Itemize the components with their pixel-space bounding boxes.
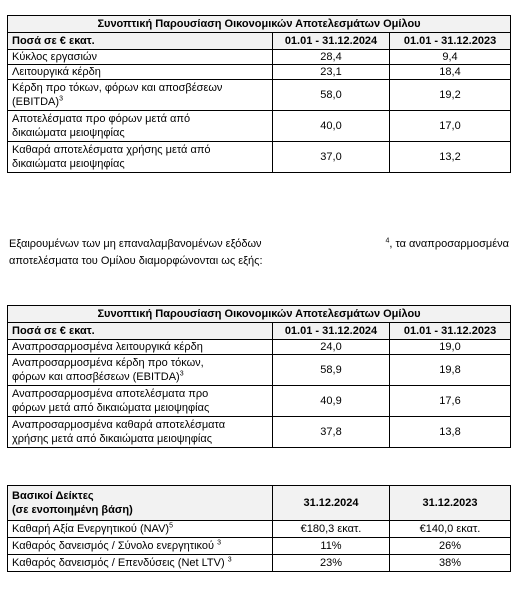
value-2024: 58,0 [273,80,390,111]
row-label [8,142,273,173]
row-label-line1: Κέρδη προ τόκων, φόρων και αποσβέσεων [12,82,223,94]
value-2023: 26% [390,538,511,555]
footnote-ref: 4 [385,237,390,245]
table-row [8,142,511,173]
row-label-line2: χρήσης μετά από δικαιώματα μειοψηφίας [12,433,213,445]
table-row [8,50,511,65]
row-label-line2: φόρων μετά από δικαιώματα μειοψηφίας [12,402,210,414]
footnote-ref: 5 [169,522,173,530]
value-2023: 13,2 [390,142,511,173]
value-2024: 11% [273,538,390,555]
value-2023: 19,2 [390,80,511,111]
value-2023: 9,4 [390,50,511,65]
row-label-line1: Αναπροσαρμοσμένα καθαρά αποτελέσματα [12,419,226,431]
row-label-line2: δικαιώματα μειοψηφίας [12,127,125,139]
intro-paragraph [9,236,509,270]
value-2023: 38% [390,555,511,572]
paragraph-line1-part-b: , τα αναπροσαρμοσμένα [389,238,509,250]
column-header-label: Ποσά σε € εκατ. [8,323,273,340]
table-row [8,340,511,355]
row-label [8,386,273,417]
paragraph-line1 [9,236,509,253]
row-label: Αναπροσαρμοσμένα λειτουργικά κέρδη [8,340,273,355]
row-label-line1: Αποτελέσματα προ φόρων μετά από [12,113,191,125]
key-indicators-table [7,485,511,572]
column-header-2024: 31.12.2024 [273,486,390,521]
table-row [8,538,511,555]
table-title: Συνοπτική Παρουσίαση Οικονομικών Αποτελεσμάτων Ομίλου [8,16,511,33]
column-header-2023: 31.12.2023 [390,486,511,521]
header-label-line2: (σε ενοποιημένη βάση) [12,504,133,516]
row-label [8,111,273,142]
value-2024: 23% [273,555,390,572]
table-title: Συνοπτική Παρουσίαση Οικονομικών Αποτελεσμάτων Ομίλου [8,306,511,323]
row-label: Λειτουργικά κέρδη [8,65,273,80]
footnote-ref: 3 [59,95,63,103]
adjusted-results-table [7,305,511,448]
row-label-line1: Καθαρά αποτελέσματα χρήσης μετά από [12,144,211,156]
table-row [8,80,511,111]
row-label-line2: φόρων και αποσβέσεων (EBITDA) [12,371,180,383]
paragraph-line1-part-a: Εξαιρουμένων των μη επαναλαμβανομένων εξόδων [9,238,262,250]
footnote-ref: 3 [227,556,232,564]
row-label-text: Καθαρή Αξία Ενεργητικού (NAV) [12,523,170,535]
table-row [8,555,511,572]
value-2024: 23,1 [273,65,390,80]
value-2024: 40,0 [273,111,390,142]
value-2023: 19,0 [390,340,511,355]
column-header-2024: 01.01 - 31.12.2024 [273,33,390,50]
value-2024: €180,3 εκατ. [273,521,390,538]
row-label-line2: (EBITDA) [12,96,60,108]
column-header-2024: 01.01 - 31.12.2024 [273,323,390,340]
row-label [8,417,273,448]
value-2023: €140,0 εκατ. [390,521,511,538]
value-2023: 17,6 [390,386,511,417]
row-label [8,355,273,386]
value-2023: 13,8 [390,417,511,448]
header-label-line1: Βασικοί Δείκτες [12,490,94,502]
value-2024: 24,0 [273,340,390,355]
row-label [8,521,273,538]
paragraph-line2: αποτελέσματα του Ομίλου διαμορφώνονται ως εξής: [9,255,263,267]
row-label [8,538,273,555]
row-label: Κύκλος εργασιών [8,50,273,65]
table-row [8,355,511,386]
row-label-line2: δικαιώματα μειοψηφίας [12,158,125,170]
value-2024: 58,9 [273,355,390,386]
column-header-2023: 01.01 - 31.12.2023 [390,323,511,340]
footnote-ref: 3 [179,370,184,378]
value-2024: 37,0 [273,142,390,173]
table-row [8,521,511,538]
value-2024: 40,9 [273,386,390,417]
row-label-line1: Αναπροσαρμοσμένα αποτελέσματα προ [12,388,209,400]
value-2023: 18,4 [390,65,511,80]
table-row [8,386,511,417]
column-header-label: Ποσά σε € εκατ. [8,33,273,50]
row-label [8,555,273,572]
column-header-label [8,486,273,521]
value-2023: 19,8 [390,355,511,386]
row-label-text: Καθαρός δανεισμός / Επενδύσεις (Net LTV) [12,557,225,569]
results-table [7,15,511,173]
value-2023: 17,0 [390,111,511,142]
row-label-line1: Αναπροσαρμοσμένα κέρδη προ τόκων, [12,357,204,369]
table-row [8,417,511,448]
table-row [8,111,511,142]
row-label [8,80,273,111]
value-2024: 37,8 [273,417,390,448]
row-label-text: Καθαρός δανεισμός / Σύνολο ενεργητικού [12,540,215,552]
column-header-2023: 01.01 - 31.12.2023 [390,33,511,50]
footnote-ref: 3 [217,539,221,547]
value-2024: 28,4 [273,50,390,65]
table-row [8,65,511,80]
